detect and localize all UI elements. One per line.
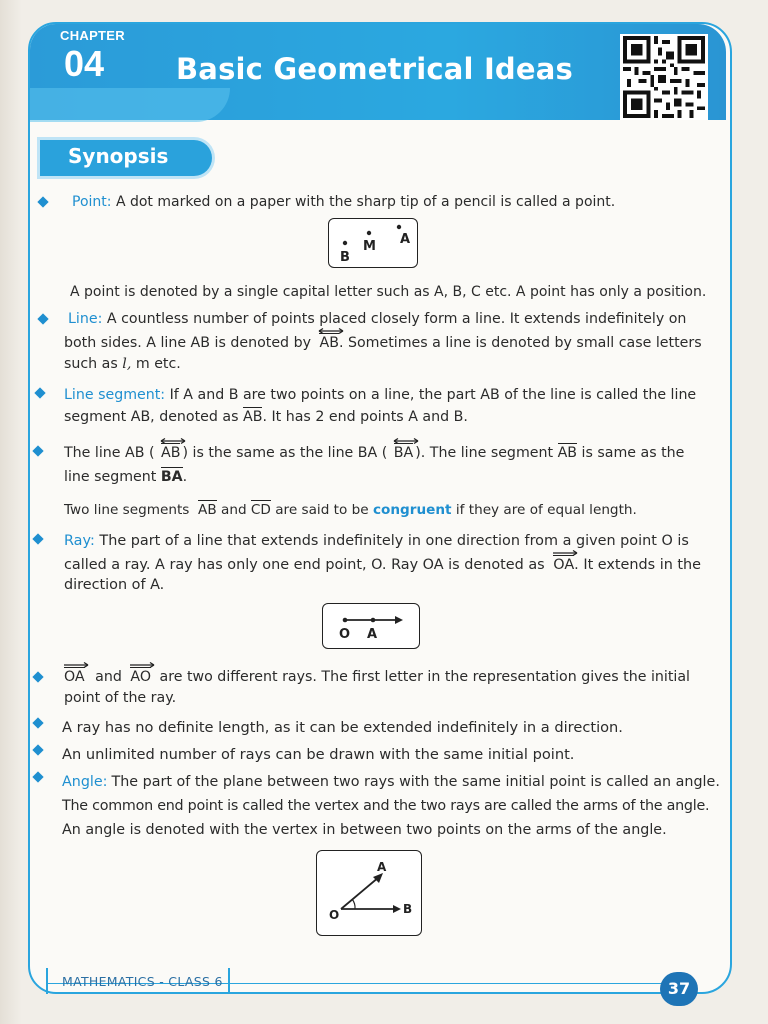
line-paragraph-1 — [68, 308, 686, 330]
line-text-3c: m etc. — [135, 356, 181, 372]
ray-text-2a: called a ray. A ray has only one end point, O. Ray OA is denoted as — [64, 557, 545, 573]
congruent-text-b: and — [221, 502, 247, 518]
line-paragraph-2 — [64, 332, 702, 354]
segment-text-2b: . It has 2 end points A and B. — [262, 409, 468, 425]
term-point: Point: — [72, 194, 112, 210]
ray-symbol-AO — [130, 666, 151, 688]
line-symbol-BA — [394, 442, 413, 464]
header-wave-decoration — [30, 88, 230, 122]
chapter-number: 04 — [64, 43, 105, 84]
point-M-dot — [367, 231, 371, 235]
rays-text-b: and — [95, 669, 122, 685]
congruent-paragraph — [64, 499, 637, 521]
angle-paragraph-3: An angle is denoted with the vertex in between two points on the arms of the angle. — [62, 822, 667, 838]
segment-paragraph-1 — [64, 384, 696, 406]
ray-paragraph-1 — [64, 530, 689, 552]
angle-paragraph-2: The common end point is called the vertex and the two rays are called the arms of the angle. — [62, 798, 710, 814]
term-line: Line: — [68, 311, 103, 327]
chapter-label: CHAPTER — [60, 28, 125, 43]
line-text-3b: l, — [122, 356, 132, 372]
point-A-dot — [397, 225, 401, 229]
segment-symbol-AB-3: AB — [198, 499, 217, 521]
segment-paragraph-2 — [64, 406, 468, 428]
ray-symbol-OA-2 — [64, 666, 85, 688]
same-text-1c: ). The line segment — [415, 445, 554, 461]
footer-subject: MATHEMATICS - CLASS 6 — [62, 974, 223, 989]
footer-tick-left — [46, 968, 48, 994]
ray-figure — [322, 603, 420, 649]
chapter-title: Basic Geometrical Ideas — [176, 52, 573, 86]
congruent-text-a: Two line segments — [64, 502, 190, 518]
term-line-segment: Line segment: — [64, 387, 166, 403]
synopsis-label: Synopsis — [68, 144, 169, 168]
ray-arrowhead — [395, 616, 403, 624]
point-paragraph — [72, 191, 615, 213]
line-text-2a: both sides. A line AB is denoted by — [64, 335, 311, 351]
term-angle: Angle: — [62, 774, 108, 790]
line-symbol-AB — [319, 332, 338, 354]
angle-label-B: B — [403, 902, 413, 916]
symbol-text: AB — [161, 445, 181, 461]
ray-length-text: A ray has no definite length, as it can be extended indefinitely in a direction. — [62, 719, 623, 736]
ray-paragraph-3: direction of A. — [64, 577, 165, 593]
angle-figure — [316, 850, 422, 936]
line-text-2b: . Sometimes a line is denoted by small case letters — [338, 335, 702, 351]
rays-paragraph-2: point of the ray. — [64, 690, 177, 706]
same-text-2-end: . — [182, 469, 188, 485]
ray-label-O: O — [339, 627, 351, 642]
term-congruent: congruent — [372, 502, 452, 518]
angle-label-A: A — [377, 860, 387, 874]
ray-text-2b: . It extends in the — [574, 557, 702, 573]
same-text-2: line segment — [64, 469, 157, 485]
point-label-A: A — [400, 232, 411, 247]
ray-point-O — [343, 618, 348, 623]
footer-tick-right — [228, 968, 230, 994]
angle-paragraph-1 — [62, 771, 720, 793]
qr-code-icon — [620, 34, 708, 120]
angle-text-1: The part of the plane between two rays with the same initial point is called an angle. — [111, 774, 720, 790]
rays-text-c: are two different rays. The first letter in the representation gives the initial — [159, 669, 690, 685]
point-label-B: B — [340, 250, 350, 265]
symbol-text: OA — [64, 669, 85, 685]
point-note: A point is denoted by a single capital letter such as A, B, C etc. A point has only a position. — [70, 284, 707, 300]
term-ray: Ray: — [64, 533, 95, 549]
point-label-M: M — [363, 239, 376, 254]
congruent-text-d: if they are of equal length. — [455, 502, 637, 518]
ray-symbol-OA — [553, 554, 574, 576]
angle-arc — [352, 899, 355, 909]
ray-unlimited-text: An unlimited number of rays can be drawn with the same initial point. — [62, 746, 575, 763]
segment-text-1: If A and B are two points on a line, the part AB of the line is called the line — [169, 387, 697, 403]
page-gutter — [0, 0, 22, 1024]
point-definition: A dot marked on a paper with the sharp tip of a pencil is called a point. — [115, 194, 616, 210]
segment-symbol-AB-2: AB — [558, 442, 577, 464]
synopsis-heading — [40, 140, 212, 176]
symbol-text: BA — [393, 445, 414, 461]
congruent-text-c: are said to be — [275, 502, 369, 518]
angle-arm-B-arrowhead — [393, 905, 401, 913]
same-text-1d: is same as the — [581, 445, 685, 461]
point-figure — [328, 218, 418, 268]
symbol-text: AO — [130, 669, 151, 685]
same-text-1a: The line AB ( — [64, 445, 155, 461]
ray-label-A: A — [367, 627, 378, 642]
ray-text-1: The part of a line that extends indefinitely in one direction from a given point O is — [99, 533, 689, 549]
same-paragraph-2 — [64, 466, 187, 488]
rays-paragraph-1 — [64, 666, 690, 688]
ray-point-A — [371, 618, 376, 623]
line-text-1: A countless number of points placed closely form a line. It extends indefinitely on — [106, 311, 687, 327]
point-B-dot — [343, 241, 347, 245]
line-symbol-AB-2 — [161, 442, 180, 464]
symbol-text: AB — [319, 335, 339, 351]
symbol-text: OA — [553, 557, 575, 573]
segment-symbol-CD: CD — [251, 499, 271, 521]
segment-text-2a: segment AB, denoted as — [64, 409, 239, 425]
same-paragraph-1 — [64, 442, 684, 464]
ray-paragraph-2 — [64, 554, 701, 576]
angle-label-O: O — [329, 908, 340, 922]
segment-symbol-AB: AB — [243, 406, 262, 428]
line-paragraph-3 — [64, 353, 181, 375]
line-text-3a: such as — [64, 356, 118, 372]
segment-symbol-BA: BA — [161, 466, 183, 488]
same-text-1b: ) is the same as the line BA ( — [182, 445, 388, 461]
page-number: 37 — [660, 972, 698, 1006]
